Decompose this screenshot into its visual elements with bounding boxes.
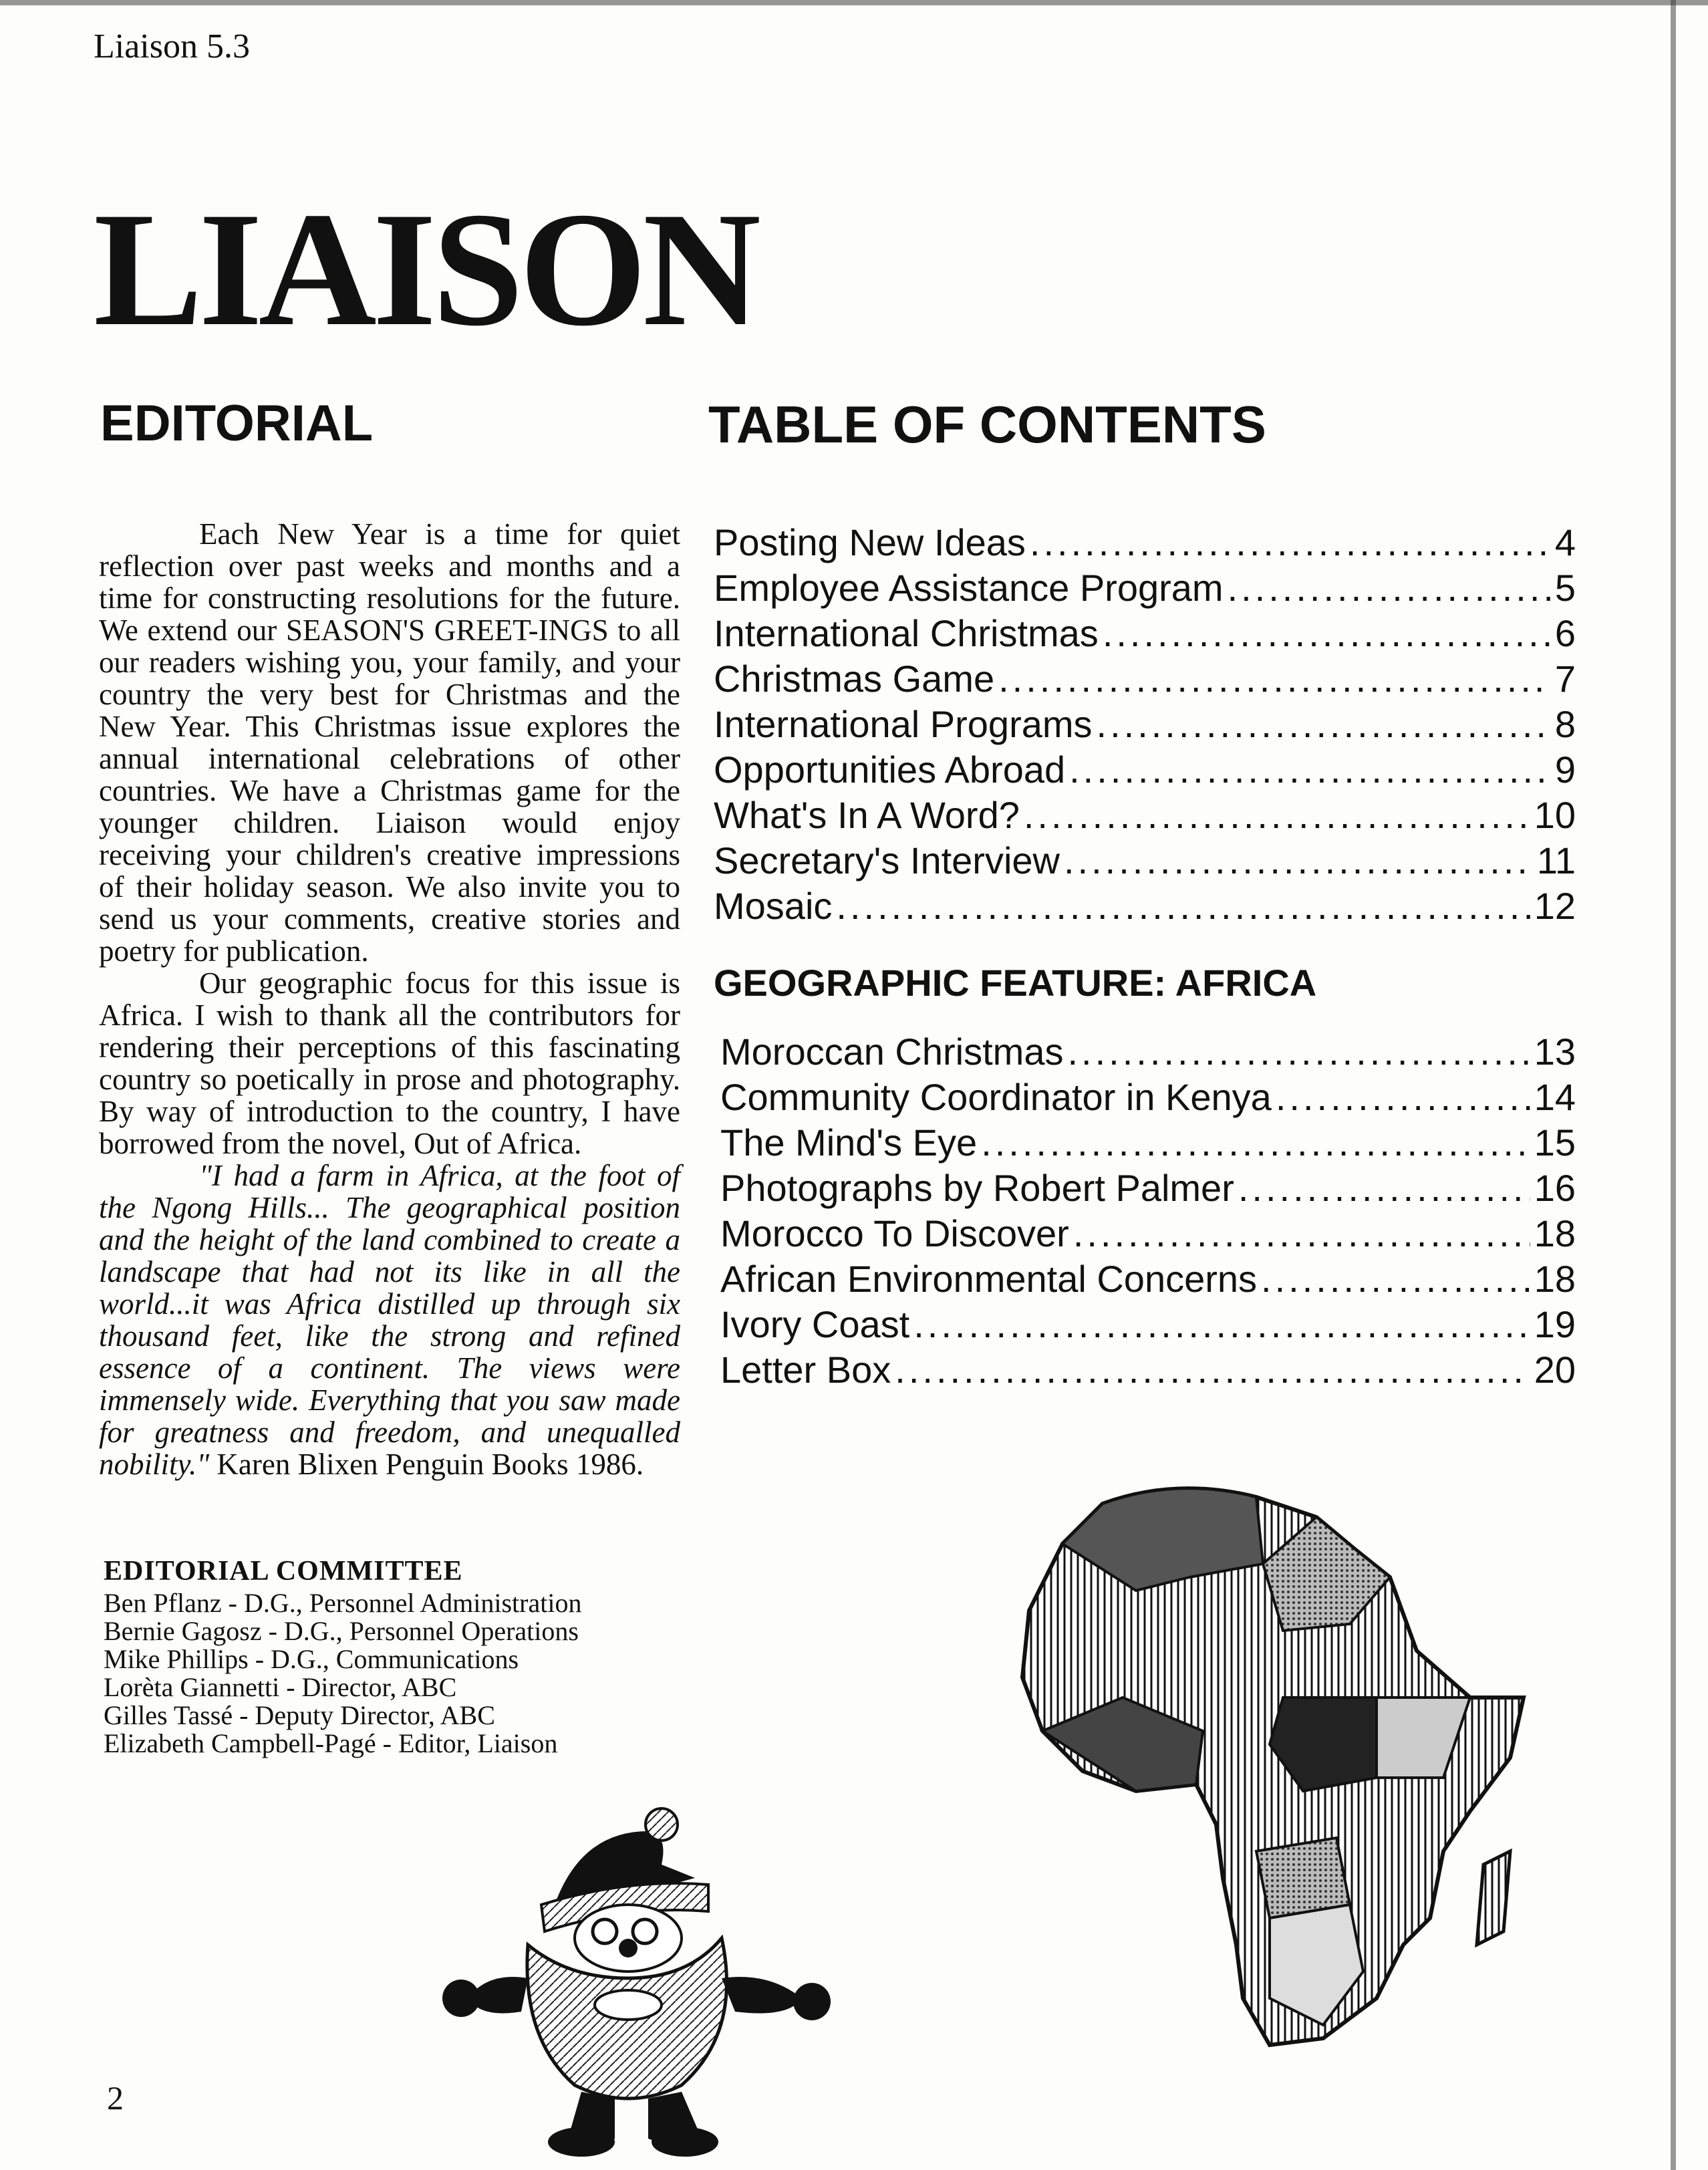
toc-item	[720, 1120, 1576, 1166]
toc-item-page: 16	[1534, 1167, 1576, 1209]
toc-leader-dots	[1067, 1029, 1530, 1075]
toc-item-page: 8	[1554, 703, 1576, 745]
toc-item-page: 5	[1554, 567, 1576, 609]
committee-member: Elizabeth Campbell-Pagé - Editor, Liaison	[104, 1728, 558, 1758]
toc-leader-dots	[1103, 611, 1551, 656]
toc-item-title: Opportunities Abroad	[714, 749, 1066, 791]
toc-item-title: Moroccan Christmas	[720, 1031, 1064, 1073]
toc-item-page: 18	[1534, 1212, 1576, 1254]
toc-item	[714, 656, 1576, 702]
toc-leader-dots	[1073, 1211, 1530, 1256]
toc-leader-dots	[1069, 747, 1551, 793]
toc-item	[720, 1256, 1576, 1302]
santa-illustration	[428, 1804, 855, 2165]
toc-item	[714, 611, 1576, 656]
toc-leader-dots	[998, 656, 1551, 702]
toc-leader-dots	[981, 1120, 1530, 1166]
editorial-body	[99, 518, 680, 1480]
liaison-logo	[94, 178, 757, 360]
committee-member: Ben Pflanz - D.G., Personnel Administration	[104, 1588, 582, 1618]
toc-item	[714, 702, 1576, 747]
toc-item-title: International Christmas	[714, 612, 1099, 654]
toc-item-title: Ivory Coast	[720, 1303, 910, 1345]
toc-item-title: Employee Assistance Program	[714, 567, 1224, 609]
toc-item	[720, 1029, 1576, 1075]
toc-heading: TABLE OF CONTENTS	[708, 395, 1266, 454]
editorial-citation: Karen Blixen Penguin Books 1986.	[217, 1448, 644, 1481]
toc-leader-dots	[1238, 1166, 1530, 1211]
right-edge-rule	[1671, 0, 1676, 2170]
toc-item-title: Mosaic	[714, 885, 833, 927]
toc-item-page: 18	[1534, 1258, 1576, 1300]
feature-heading: GEOGRAPHIC FEATURE: AFRICA	[714, 962, 1317, 1004]
toc-item-title: Letter Box	[720, 1349, 891, 1391]
toc-list	[714, 520, 1576, 929]
toc-item	[720, 1211, 1576, 1256]
toc-item-page: 12	[1534, 885, 1576, 927]
toc-item-page: 19	[1534, 1303, 1576, 1345]
top-rule	[0, 0, 1708, 5]
toc-item-title: What's In A Word?	[714, 794, 1020, 836]
committee-member: Lorèta Giannetti - Director, ABC	[104, 1672, 457, 1702]
committee-member: Bernie Gagosz - D.G., Personnel Operations	[104, 1616, 579, 1646]
editorial-heading: EDITORIAL	[100, 395, 374, 452]
editorial-paragraph-2: Our geographic focus for this issue is Africa. I wish to thank all the contributors for rendering their perceptions of this fascinating country so poetically in prose and photography. By way of introduction to the country, I have borrowed from the novel, Out of Africa.	[99, 966, 680, 1160]
committee-member: Gilles Tassé - Deputy Director, ABC	[104, 1700, 495, 1730]
toc-item-page: 10	[1534, 794, 1576, 836]
toc-item	[720, 1347, 1576, 1393]
toc-item-title: Photographs by Robert Palmer	[720, 1167, 1234, 1209]
toc-leader-dots	[895, 1347, 1530, 1393]
toc-item-title: Christmas Game	[714, 658, 995, 700]
toc-item-title: Morocco To Discover	[720, 1212, 1069, 1254]
toc-leader-dots	[836, 884, 1530, 929]
toc-item	[714, 747, 1576, 793]
toc-leader-dots	[913, 1302, 1530, 1347]
page-number: 2	[107, 2079, 124, 2117]
toc-item	[714, 520, 1576, 565]
toc-item-page: 20	[1534, 1349, 1576, 1391]
toc-item	[720, 1166, 1576, 1211]
toc-item-page: 15	[1534, 1121, 1576, 1164]
editorial-quote-paragraph	[99, 1160, 680, 1480]
toc-item	[714, 565, 1576, 611]
toc-leader-dots	[1097, 702, 1551, 747]
toc-item-page: 13	[1534, 1031, 1576, 1073]
africa-map-illustration	[1002, 1477, 1577, 2052]
feature-toc-list	[720, 1029, 1576, 1393]
toc-item-page: 7	[1554, 658, 1576, 700]
liaison-logo-text: LIAISON	[94, 178, 757, 360]
toc-item-page: 6	[1554, 612, 1576, 654]
toc-item	[720, 1075, 1576, 1120]
toc-item-title: Community Coordinator in Kenya	[720, 1076, 1272, 1118]
toc-item	[714, 793, 1576, 838]
toc-leader-dots	[1276, 1075, 1530, 1120]
toc-item-page: 11	[1536, 839, 1576, 881]
toc-item	[720, 1302, 1576, 1347]
toc-item-title: African Environmental Concerns	[720, 1258, 1258, 1300]
toc-leader-dots	[1030, 520, 1551, 565]
toc-item-title: Secretary's Interview	[714, 839, 1060, 881]
editorial-committee	[104, 1557, 705, 1758]
editorial-paragraph-1: Each New Year is a time for quiet reflection over past weeks and months and a time for constructing resolutions for the future. We extend our SEASON'S GREET-INGS to all our readers wishing you, your family, and your country the very best for Christmas and the New Year. This Christmas issue explores the annual international celebrations of other countries. We have a Christmas game for the younger children. Liaison would enjoy receiving your children's creative impressions of their holiday season. We also invite you to send us your comments, creative stories and poetry for publication.	[99, 517, 680, 968]
toc-leader-dots	[1024, 793, 1530, 838]
editorial-quote: "I had a farm in Africa, at the foot of the Ngong Hills... The geographical position and the height of the land combined to create a landscape that had not its like in all the world...it was Africa distilled up through six thousand feet, like the strong and refined essence of a continent. The views were immensely wide. Everything that you saw made for greatness and freedom, and unequalled nobility."	[99, 1159, 680, 1481]
issue-label: Liaison 5.3	[94, 27, 250, 65]
toc-item-page: 4	[1554, 521, 1576, 563]
toc-item-title: The Mind's Eye	[720, 1121, 978, 1164]
toc-item-page: 9	[1554, 749, 1576, 791]
committee-title: EDITORIAL COMMITTEE	[104, 1556, 463, 1587]
toc-item-page: 14	[1534, 1076, 1576, 1118]
toc-item	[714, 838, 1576, 884]
toc-item	[714, 884, 1576, 929]
toc-item-title: International Programs	[714, 703, 1093, 745]
committee-member: Mike Phillips - D.G., Communications	[104, 1644, 519, 1674]
toc-leader-dots	[1064, 838, 1533, 884]
toc-leader-dots	[1261, 1256, 1530, 1302]
toc-leader-dots	[1228, 565, 1551, 611]
toc-item-title: Posting New Ideas	[714, 521, 1026, 563]
